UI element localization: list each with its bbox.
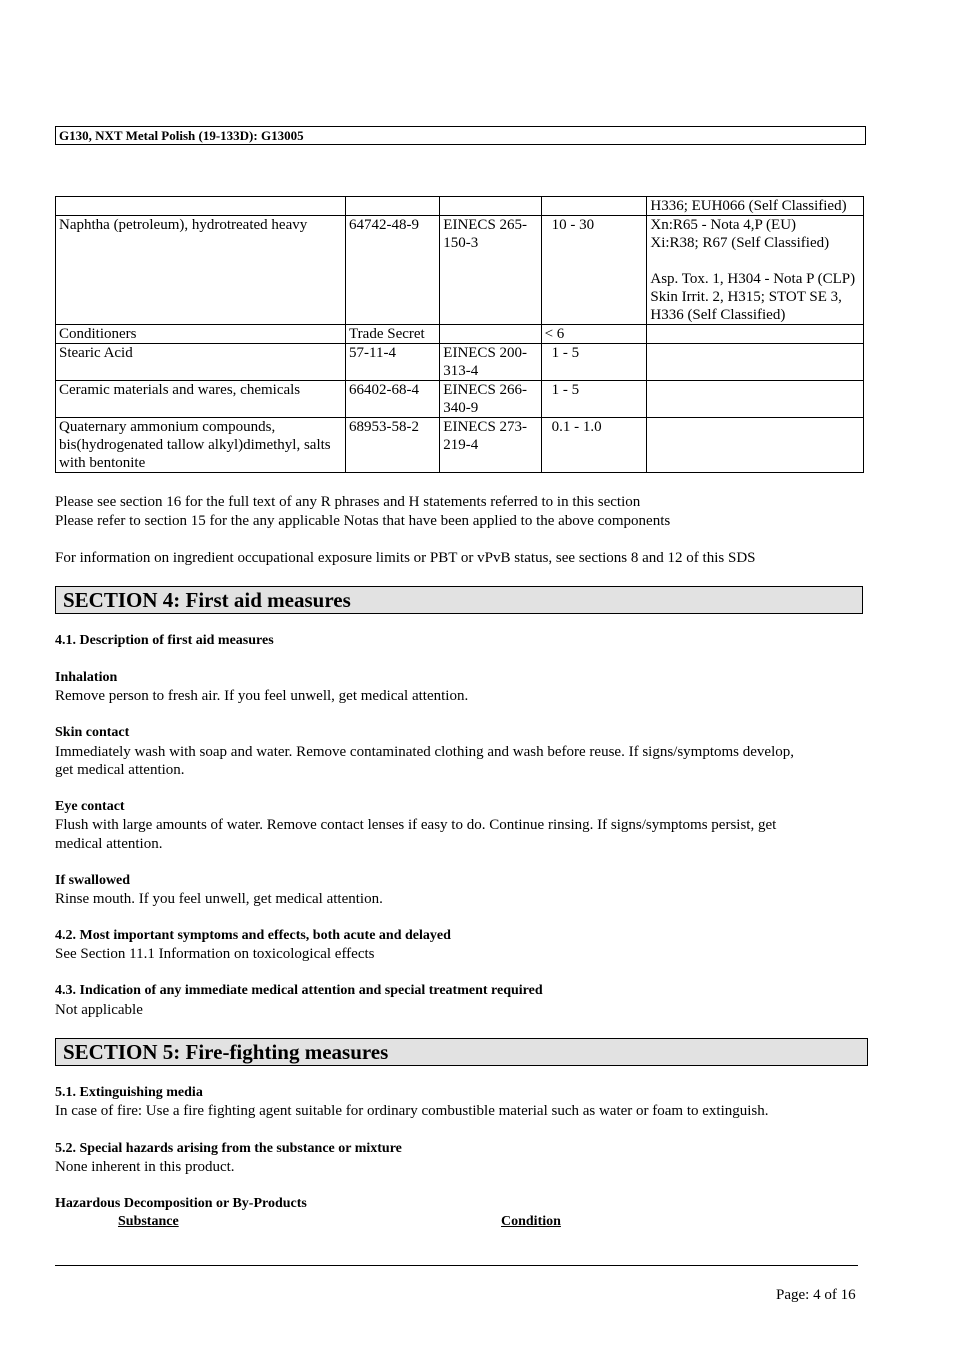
paragraph: Remove person to fresh air. If you feel unwell, get medical attention. <box>55 688 469 704</box>
paragraph: None inherent in this product. <box>55 1159 235 1175</box>
ec-cell: EINECS 200-313-4 <box>440 344 541 381</box>
subsection-heading: 5.2. Special hazards arising from the substance or mixture <box>55 1141 402 1156</box>
class-line: Asp. Tox. 1, H304 - Nota P (CLP) <box>650 271 856 287</box>
ingredient-cell: Quaternary ammonium compounds, bis(hydrogenated tallow alkyl)dimethyl, salts with bentonite <box>56 418 346 473</box>
table-row <box>56 418 864 473</box>
class-cell: H336; EUH066 (Self Classified) <box>647 197 864 216</box>
class-line: Skin Irrit. 2, H315; STOT SE 3, H336 (Self Classified) <box>650 289 842 323</box>
ingredient-cell <box>56 197 346 216</box>
subsection-heading: 4.3. Indication of any immediate medical attention and special treatment required <box>55 983 543 998</box>
paragraph: In case of fire: Use a fire fighting agent suitable for ordinary combustible material such as water or foam to extinguish. <box>55 1103 769 1119</box>
subsection-heading: Skin contact <box>55 725 130 740</box>
class-cell <box>647 381 864 418</box>
subsection-heading: 5.1. Extinguishing media <box>55 1085 203 1100</box>
ec-cell: EINECS 273-219-4 <box>440 418 541 473</box>
table-row <box>56 197 864 216</box>
column-header-condition: Condition <box>501 1214 561 1229</box>
cas-cell <box>346 197 440 216</box>
subsection-heading: If swallowed <box>55 873 131 888</box>
table-note: Please refer to section 15 for the any applicable Notas that have been applied to the above components <box>55 513 671 529</box>
section-4-heading: SECTION 4: First aid measures <box>55 586 863 614</box>
subsection-heading: Eye contact <box>55 799 125 814</box>
pct-cell <box>541 197 647 216</box>
components-table <box>55 196 864 473</box>
cas-cell: 64742-48-9 <box>346 216 440 325</box>
section-5-heading: SECTION 5: Fire-fighting measures <box>55 1038 868 1066</box>
table-row <box>56 325 864 344</box>
table-row <box>56 216 864 325</box>
ingredient-cell: Stearic Acid <box>56 344 346 381</box>
class-cell <box>647 325 864 344</box>
cas-cell: 66402-68-4 <box>346 381 440 418</box>
paragraph: Immediately wash with soap and water. Remove contaminated clothing and wash before reuse. If signs/symptoms develop, <box>55 744 794 760</box>
subsection-heading: Inhalation <box>55 670 118 685</box>
footer-divider <box>55 1265 858 1266</box>
pct-cell: < 6 <box>541 325 647 344</box>
paragraph: Flush with large amounts of water. Remove contact lenses if easy to do. Continue rinsing. If signs/symptoms persist, get <box>55 817 777 833</box>
table-note: Please see section 16 for the full text of any R phrases and H statements referred to in this section <box>55 494 641 510</box>
ingredient-cell: Ceramic materials and wares, chemicals <box>56 381 346 418</box>
ingredient-cell: Naphtha (petroleum), hydrotreated heavy <box>56 216 346 325</box>
cas-cell: 57-11-4 <box>346 344 440 381</box>
class-cell <box>647 418 864 473</box>
pct-cell: 1 - 5 <box>541 381 647 418</box>
paragraph: Not applicable <box>55 1002 143 1018</box>
class-cell <box>647 216 864 325</box>
paragraph: medical attention. <box>55 836 163 852</box>
ec-cell <box>440 325 541 344</box>
pct-cell: 10 - 30 <box>541 216 647 325</box>
ec-cell: EINECS 266-340-9 <box>440 381 541 418</box>
page-number: Page: 4 of 16 <box>776 1287 856 1303</box>
cas-cell: 68953-58-2 <box>346 418 440 473</box>
paragraph: get medical attention. <box>55 762 185 778</box>
subsection-heading: Hazardous Decomposition or By-Products <box>55 1196 307 1211</box>
table-row <box>56 344 864 381</box>
class-line: Xn:R65 - Nota 4,P (EU) <box>650 217 797 233</box>
ec-cell: EINECS 265-150-3 <box>440 216 541 325</box>
ec-cell <box>440 197 541 216</box>
table-row <box>56 381 864 418</box>
table-note: For information on ingredient occupational exposure limits or PBT or vPvB status, see sections 8 and 12 of this SDS <box>55 550 756 566</box>
paragraph: Rinse mouth. If you feel unwell, get medical attention. <box>55 891 383 907</box>
column-header-substance: Substance <box>118 1214 179 1229</box>
class-cell <box>647 344 864 381</box>
pct-cell: 1 - 5 <box>541 344 647 381</box>
pct-cell: 0.1 - 1.0 <box>541 418 647 473</box>
subsection-heading: 4.2. Most important symptoms and effects, both acute and delayed <box>55 928 451 943</box>
cas-cell: Trade Secret <box>346 325 440 344</box>
class-line: Xi:R38; R67 (Self Classified) <box>650 235 830 251</box>
ingredient-cell: Conditioners <box>56 325 346 344</box>
document-header: G130, NXT Metal Polish (19-133D): G13005 <box>55 126 866 145</box>
subsection-heading: 4.1. Description of first aid measures <box>55 633 274 648</box>
spacer <box>650 252 860 270</box>
paragraph: See Section 11.1 Information on toxicological effects <box>55 946 375 962</box>
